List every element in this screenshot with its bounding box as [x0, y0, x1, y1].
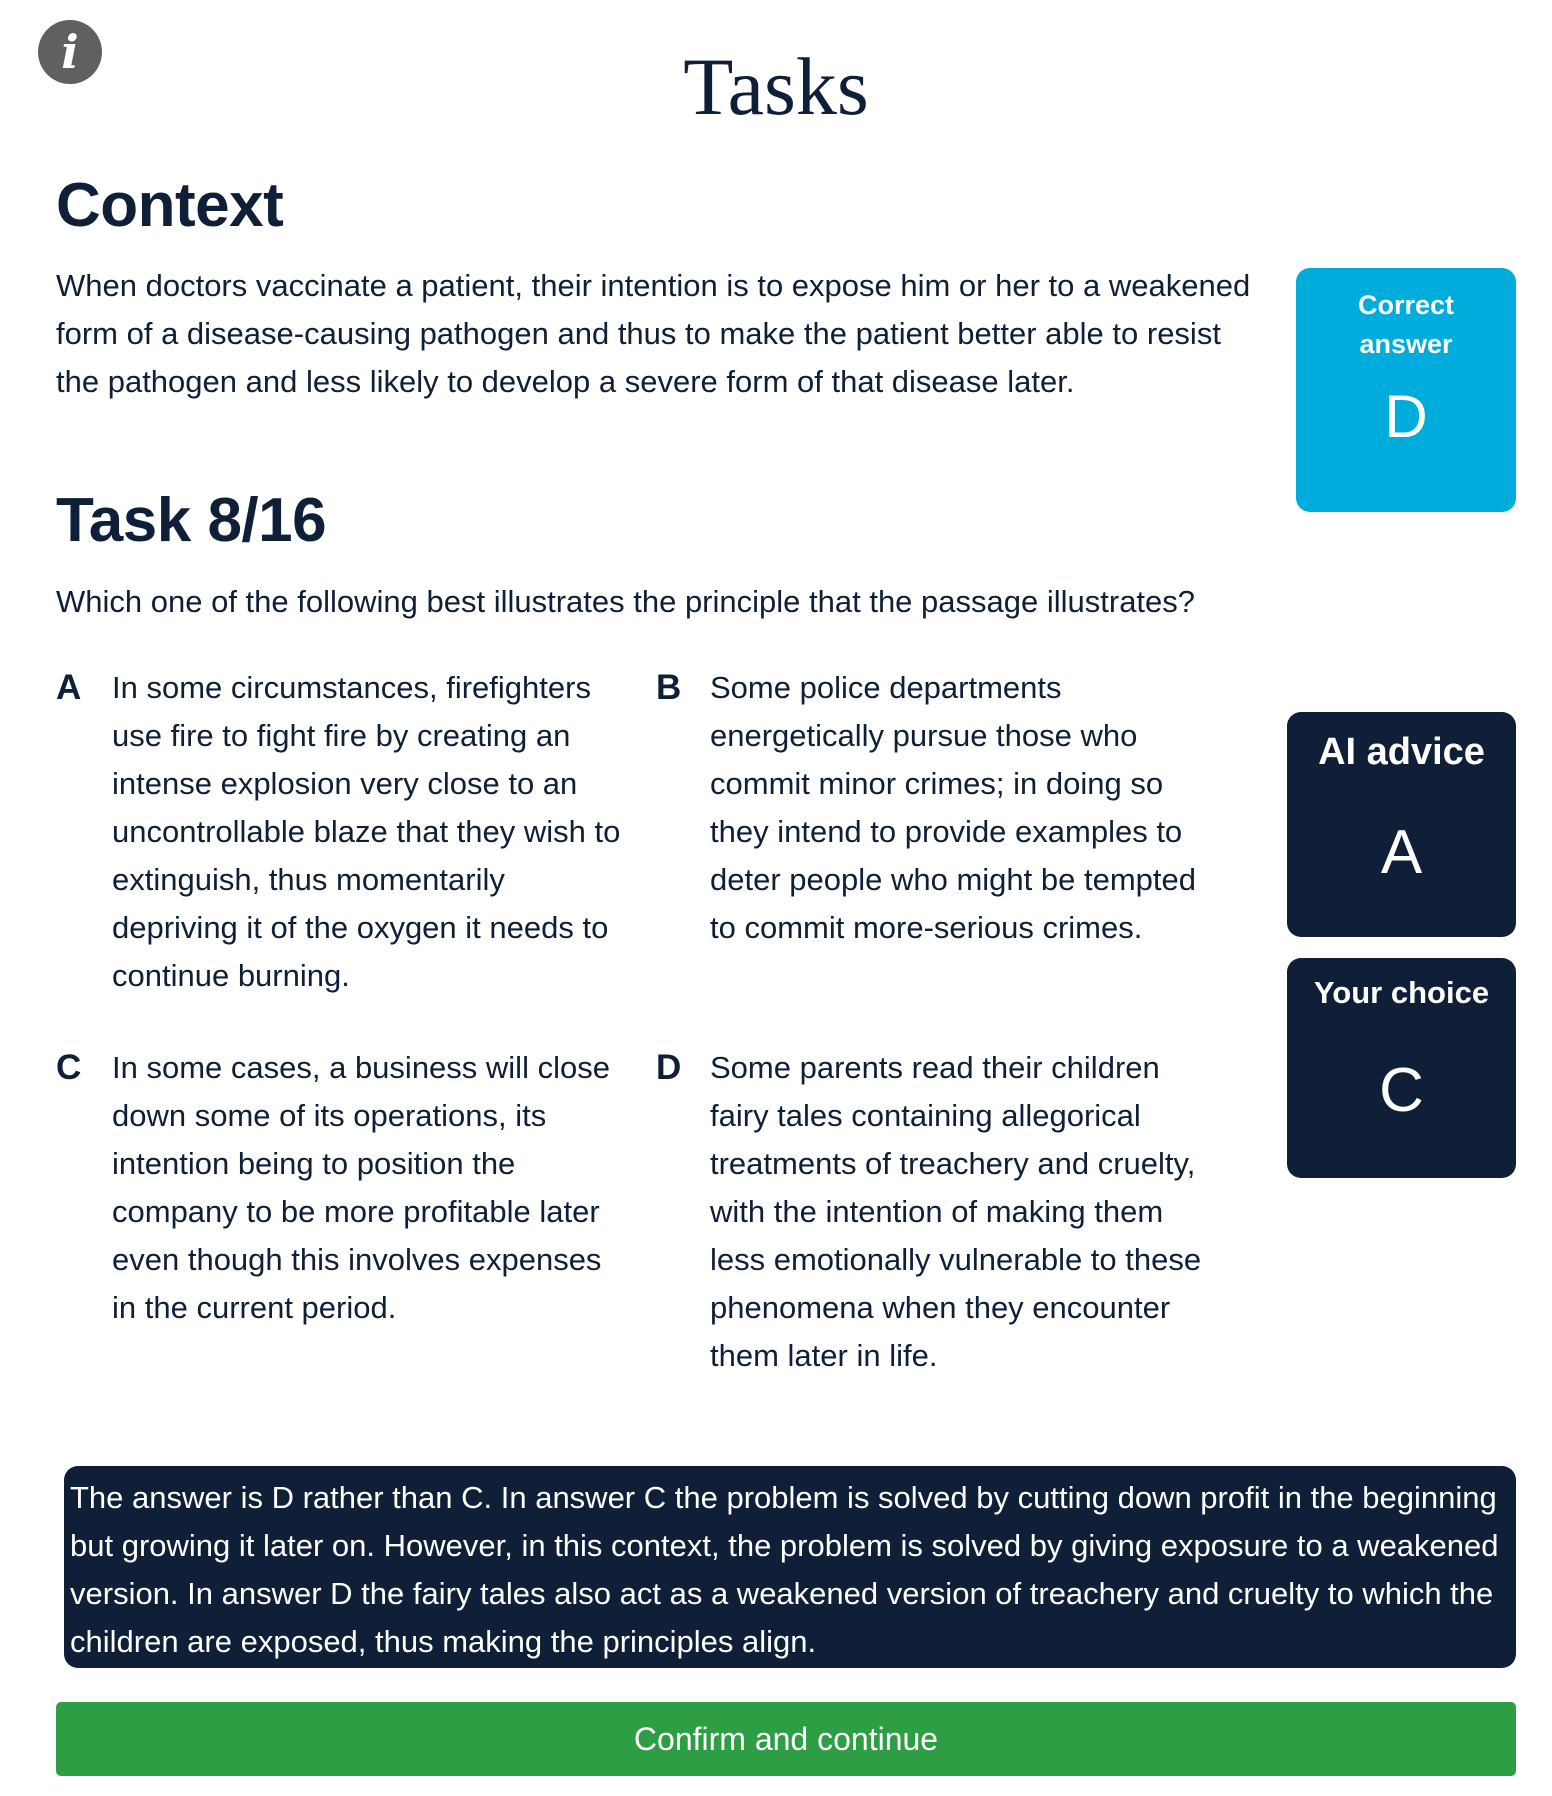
ai-advice-value: A: [1380, 818, 1423, 887]
ai-advice-label: AI advice: [1318, 731, 1485, 773]
explanation-box: [64, 1466, 1516, 1668]
confirm-continue-button[interactable]: Confirm and continue: [56, 1702, 1516, 1776]
question-text: Which one of the following best illustrates the principle that the passage illustrates?: [56, 584, 1196, 619]
option-letter: C: [56, 1048, 82, 1087]
context-text: When doctors vaccinate a patient, their intention is to expose him or her to a weakened form of a disease-causing pathogen and thus to make the patient better able to resist the pathogen and less likely to develop a severe form of that disease later.: [56, 268, 1251, 399]
option-letter: D: [656, 1048, 682, 1087]
ai-advice-card: [1287, 712, 1516, 937]
option-letter: B: [656, 668, 682, 707]
page-title: Tasks: [683, 41, 869, 132]
option-text: In some cases, a business will close down some of its operations, its intention being to position the company to be more profitable later even though this involves expenses in the current period.: [112, 1050, 610, 1325]
explanation-text: The answer is D rather than C. In answer C the problem is solved by cutting down profit in the beginning but growing it later on. However, in this context, the problem is solved by giving exposure to a weakened version. In answer D the fairy tales also act as a weakened version of treachery and cruelty to which the children are exposed, thus making the principles align.: [70, 1480, 1499, 1659]
option-text: Some parents read their children fairy tales containing allegorical treatments of treachery and cruelty, with the intention of making them less emotionally vulnerable to these phenomena when they encounter them later in life.: [710, 1050, 1202, 1373]
option-b[interactable]: [656, 664, 1216, 952]
correct-answer-label: Correct answer: [1357, 290, 1455, 359]
info-glyph: i: [61, 25, 79, 79]
task-heading: Task 8/16: [56, 486, 327, 555]
your-choice-value: C: [1379, 1056, 1424, 1125]
option-d[interactable]: [656, 1044, 1216, 1380]
option-c[interactable]: [56, 1044, 626, 1332]
option-letter: A: [56, 668, 82, 707]
correct-answer-value: D: [1384, 383, 1428, 450]
context-heading: Context: [56, 171, 284, 240]
your-choice-label: Your choice: [1313, 975, 1490, 1010]
correct-answer-card: [1296, 268, 1516, 512]
option-text: Some police departments energetically pursue those who commit minor crimes; in doing so they intend to provide examples to deter people who might be tempted to commit more-serious crimes.: [710, 670, 1196, 945]
your-choice-card: [1287, 958, 1516, 1178]
option-text: In some circumstances, firefighters use fire to fight fire by creating an intense explosion very close to an uncontrollable blaze that they wish to extinguish, thus momentarily depriving it of the oxygen it needs to continue burning.: [112, 670, 621, 993]
option-a[interactable]: [56, 664, 626, 1000]
